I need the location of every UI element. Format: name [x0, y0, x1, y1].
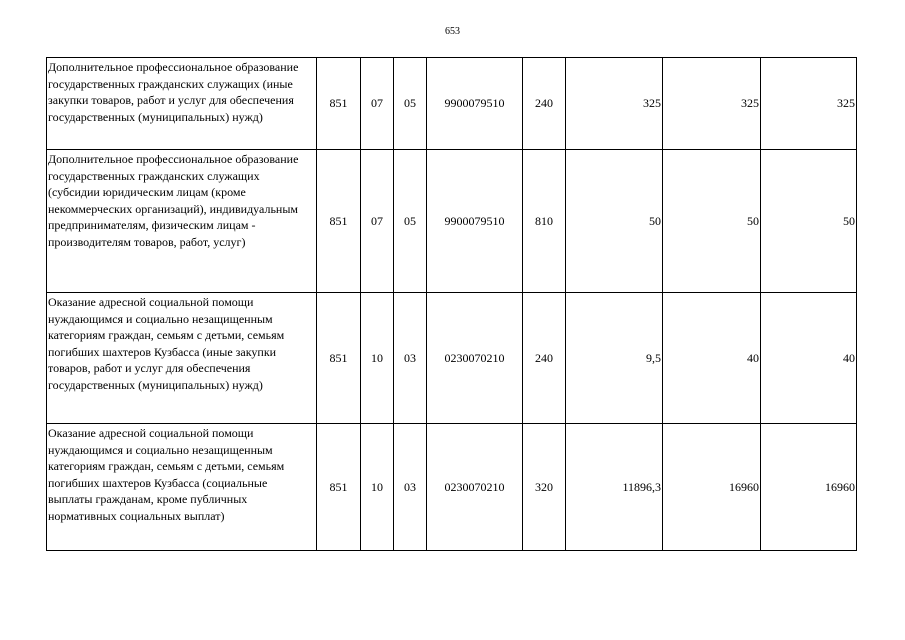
section-code: 07 [361, 150, 394, 293]
amount-year-3: 325 [761, 58, 857, 150]
amount-year-1: 11896,3 [566, 424, 663, 551]
amount-year-1: 50 [566, 150, 663, 293]
target-article-code: 0230070210 [427, 293, 523, 424]
section-code: 10 [361, 293, 394, 424]
subsection-code: 03 [394, 424, 427, 551]
amount-year-2: 50 [663, 150, 761, 293]
subsection-code: 03 [394, 293, 427, 424]
table-row [47, 293, 857, 424]
expense-name: Дополнительное профессиональное образование государственных гражданских служащих (иные закупки товаров, работ и услуг для обеспечения государственных (муниципальных) нужд) [47, 58, 317, 150]
subsection-code: 05 [394, 58, 427, 150]
expense-name: Оказание адресной социальной помощи нуждающимся и социально незащищенным категориям граждан, семьям с детьми, семьям погибших шахтеров Кузбасса (иные закупки товаров, работ и услуг для обеспечения государственных (муниципальных) нужд) [47, 293, 317, 424]
section-code: 07 [361, 58, 394, 150]
grbs-code: 851 [317, 293, 361, 424]
amount-year-3: 50 [761, 150, 857, 293]
amount-year-2: 325 [663, 58, 761, 150]
grbs-code: 851 [317, 150, 361, 293]
amount-year-3: 40 [761, 293, 857, 424]
amount-year-1: 325 [566, 58, 663, 150]
target-article-code: 0230070210 [427, 424, 523, 551]
expense-name: Дополнительное профессиональное образование государственных гражданских служащих (субсидии юридическим лицам (кроме некоммерческих организаций), индивидуальным предпринимателям, физическим лицам - производителям товаров, работ, услуг) [47, 150, 317, 293]
expense-type-code: 240 [523, 293, 566, 424]
table-row [47, 58, 857, 150]
grbs-code: 851 [317, 58, 361, 150]
amount-year-2: 40 [663, 293, 761, 424]
expense-type-code: 320 [523, 424, 566, 551]
grbs-code: 851 [317, 424, 361, 551]
budget-table [46, 57, 857, 551]
target-article-code: 9900079510 [427, 150, 523, 293]
table-row [47, 150, 857, 293]
amount-year-2: 16960 [663, 424, 761, 551]
expense-type-code: 810 [523, 150, 566, 293]
subsection-code: 05 [394, 150, 427, 293]
target-article-code: 9900079510 [427, 58, 523, 150]
amount-year-1: 9,5 [566, 293, 663, 424]
expense-name: Оказание адресной социальной помощи нуждающимся и социально незащищенным категориям граждан, семьям с детьми, семьям погибших шахтеров Кузбасса (социальные выплаты гражданам, кроме публичных нормативных социальных выплат) [47, 424, 317, 551]
table-row [47, 424, 857, 551]
page-number: 653 [445, 26, 460, 37]
amount-year-3: 16960 [761, 424, 857, 551]
section-code: 10 [361, 424, 394, 551]
expense-type-code: 240 [523, 58, 566, 150]
